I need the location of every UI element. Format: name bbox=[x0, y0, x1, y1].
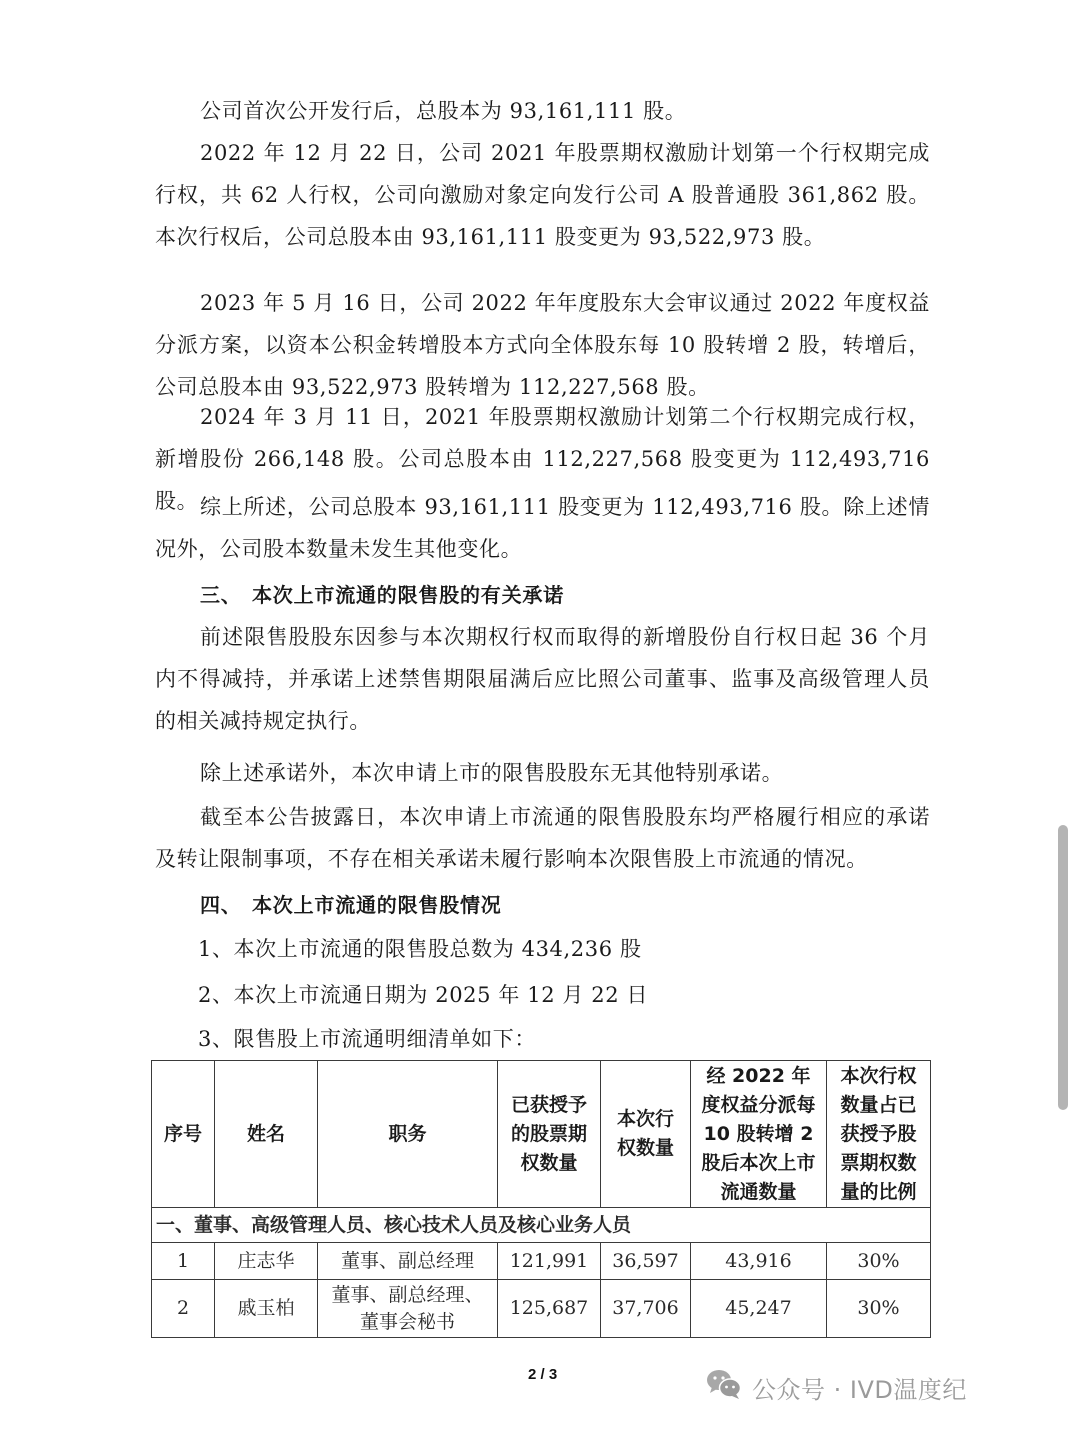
group-label: 一、董事、高级管理人员、核心技术人员及核心业务人员 bbox=[152, 1208, 931, 1243]
paragraph-compliance: 截至本公告披露日，本次申请上市流通的限售股股东均严格履行相应的承诺及转让限制事项，不存在相关承诺未履行影响本次限售股上市流通的情况。 bbox=[155, 805, 930, 871]
cell-ratio: 30% bbox=[827, 1280, 931, 1338]
paragraph-capital-conversion: 2023 年 5 月 16 日，公司 2022 年年度股东大会审议通过 2022 年度权益分派方案，以资本公积金转增股本方式向全体股东每 10 股转增 2 股，转增后，公司总股本由 93,522,973 股转增为 112,227,568 股。 bbox=[155, 291, 930, 399]
cell-seq: 2 bbox=[152, 1280, 215, 1338]
cell-title: 董事、副总经理、董事会秘书 bbox=[318, 1280, 498, 1338]
list-item-listing-date: 2、本次上市流通日期为 2025 年 12 月 22 日 bbox=[198, 983, 649, 1007]
cell-exercised: 36,597 bbox=[601, 1243, 691, 1280]
cell-name: 戚玉柏 bbox=[215, 1280, 318, 1338]
section-3-heading bbox=[200, 574, 564, 616]
section-3-number: 三、 bbox=[200, 583, 242, 607]
header-title: 职务 bbox=[318, 1061, 498, 1208]
cell-exercised: 37,706 bbox=[601, 1280, 691, 1338]
cell-granted: 125,687 bbox=[498, 1280, 601, 1338]
table-header-row bbox=[152, 1061, 931, 1208]
header-name: 姓名 bbox=[215, 1061, 318, 1208]
cell-ratio: 30% bbox=[827, 1243, 931, 1280]
cell-seq: 1 bbox=[152, 1243, 215, 1280]
section-4-number: 四、 bbox=[200, 893, 242, 917]
vertical-scrollbar[interactable] bbox=[1058, 825, 1068, 1110]
list-item-detail-intro: 3、限售股上市流通明细清单如下： bbox=[198, 1027, 536, 1051]
section-3-title: 本次上市流通的限售股的有关承诺 bbox=[252, 583, 564, 607]
paragraph-lockup-commitment: 前述限售股股东因参与本次期权行权而取得的新增股份自行权日起 36 个月内不得减持，并承诺上述禁售期限届满后应比照公司董事、监事及高级管理人员的相关减持规定执行。 bbox=[155, 625, 930, 733]
cell-title: 董事、副总经理 bbox=[318, 1243, 498, 1280]
wechat-icon bbox=[706, 1368, 752, 1406]
section-4-title: 本次上市流通的限售股情况 bbox=[252, 893, 502, 917]
table-group-row bbox=[152, 1208, 931, 1243]
header-seq: 序号 bbox=[152, 1061, 215, 1208]
paragraph-no-other-commitment: 除上述承诺外，本次申请上市的限售股股东无其他特别承诺。 bbox=[200, 761, 784, 785]
paragraph-summary: 综上所述，公司总股本 93,161,111 股变更为 112,493,716 股。除上述情况外，公司股本数量未发生其他变化。 bbox=[155, 495, 930, 561]
list-item-total-shares: 1、本次上市流通的限售股总数为 434,236 股 bbox=[198, 937, 642, 961]
watermark-text: 公众号 · IVD温度纪 bbox=[752, 1375, 967, 1404]
page-number: 2 / 3 bbox=[528, 1366, 558, 1383]
paragraph-first-exercise: 2022 年 12 月 22 日，公司 2021 年股票期权激励计划第一个行权期完成行权，共 62 人行权，公司向激励对象定向发行公司 A 股普通股 361,862 股。本次行权后，公司总股本由 93,161,111 股变更为 93,522,973 股。 bbox=[155, 141, 930, 249]
watermark bbox=[706, 1368, 967, 1406]
cell-granted: 121,991 bbox=[498, 1243, 601, 1280]
restricted-shares-table bbox=[151, 1060, 931, 1338]
paragraph-ipo-share-capital: 公司首次公开发行后，总股本为 93,161,111 股。 bbox=[200, 99, 687, 123]
header-ratio: 本次行权数量占已获授予股票期权数量的比例 bbox=[827, 1061, 931, 1208]
header-exercised: 本次行权数量 bbox=[601, 1061, 691, 1208]
cell-name: 庄志华 bbox=[215, 1243, 318, 1280]
header-circulating: 经 2022 年度权益分派每 10 股转增 2 股后本次上市流通数量 bbox=[691, 1061, 827, 1208]
cell-circulating: 43,916 bbox=[691, 1243, 827, 1280]
section-4-heading bbox=[200, 884, 502, 926]
cell-circulating: 45,247 bbox=[691, 1280, 827, 1338]
table-row bbox=[152, 1280, 931, 1338]
table-row bbox=[152, 1243, 931, 1280]
paragraph-second-exercise: 2024 年 3 月 11 日，2021 年股票期权激励计划第二个行权期完成行权，新增股份 266,148 股。公司总股本由 112,227,568 股变更为 112,493,716 股。 bbox=[155, 405, 930, 513]
header-granted: 已获授予的股票期权数量 bbox=[498, 1061, 601, 1208]
